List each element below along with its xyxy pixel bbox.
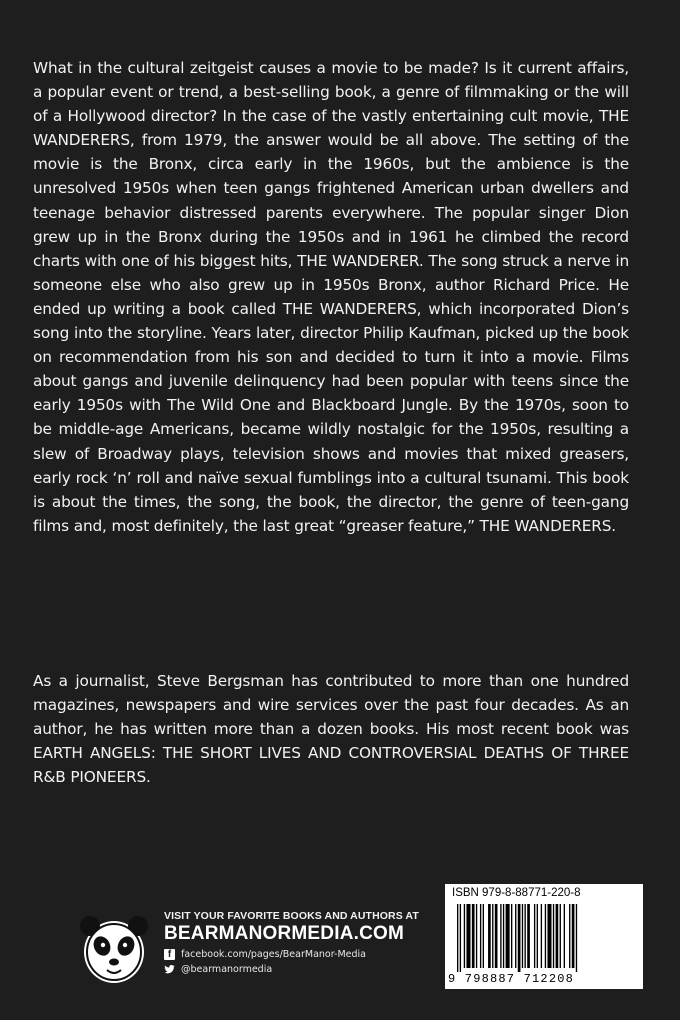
barcode-digits: 9 798887 712208: [448, 972, 575, 986]
barcode-bar: [545, 904, 546, 968]
barcode-bar: [547, 904, 551, 968]
barcode-bar: [569, 904, 570, 968]
twitter-handle[interactable]: @bearmanormedia: [181, 964, 273, 975]
twitter-icon: [164, 964, 175, 975]
barcode-bar: [457, 904, 458, 972]
barcode-bar: [480, 904, 481, 968]
barcode-bar: [534, 904, 535, 968]
barcode-bar: [572, 904, 575, 968]
author-bio: As a journalist, Steve Bergsman has contributed to more than one hundred magazines, newspapers and wire services over the past four decades. As an author, he has written more than a dozen books. His most recent book was EARTH ANGELS: THE SHORT LIVES AND CONTROVERSIAL DEATHS OF THREE R&B PIONEERS.: [33, 672, 629, 787]
isbn-barcode: [445, 884, 643, 989]
barcode-bar: [541, 904, 542, 968]
barcode-bar: [460, 904, 461, 972]
barcode-bar: [476, 904, 477, 968]
barcode-bar: [518, 904, 521, 972]
facebook-icon: f: [164, 949, 175, 960]
barcode-bar: [511, 904, 512, 968]
publisher-tagline: VISIT YOUR FAVORITE BOOKS AND AUTHORS AT: [164, 910, 419, 922]
barcode-bar: [564, 904, 565, 968]
barcode-bar: [553, 904, 554, 968]
barcode-bar: [515, 904, 516, 968]
publisher-block: [78, 904, 418, 994]
barcode-bar: [556, 904, 559, 968]
barcode-bar: [503, 904, 504, 968]
facebook-link[interactable]: facebook.com/pages/BearManor-Media: [181, 949, 366, 960]
barcode-bar: [466, 904, 470, 968]
back-cover-blurb: What in the cultural zeitgeist causes a movie to be made? Is it current affairs, a popular event or trend, a best-selling book, a genre of filmmaking or the will of a Hollywood director? In the case of the vastly entertaining cult movie, THE WANDERERS, from 1979, the answer would be all above. The setting of the movie is the Bronx, circa early in the 1960s, but the ambience is the unresolved 1950s when teen gangs frightened American urban dwellers and teenage behavior distressed parents everywhere. The popular singer Dion grew up in the Bronx during the 1950s and in 1961 he climbed the record charts with one of his biggest hits, THE WANDERER. The song struck a nerve in someone else who also grew up in 1950s Bronx, author Richard Price. He ended up writing a book called THE WANDERERS, which incorporated Dion’s song into the storyline. Years later, director Philip Kaufman, picked up the book on recommendation from his son and decided to turn it into a movie. Films about gangs and juvenile delinquency had been popular with teens since the early 1950s with The Wild One and Blackboard Jungle. By the 1970s, soon to be middle-age Americans, became wildly nostalgic for the 1950s, resulting a slew of Broadway plays, television shows and movies that mixed greasers, early rock ‘n’ roll and naïve sexual fumblings into a cultural tsunami. This book is about the times, the song, the book, the director, the genre of teen-gang films and, most definitely, the last great “greaser feature,” THE WANDERERS.: [33, 59, 629, 535]
publisher-website[interactable]: BEARMANORMEDIA.COM: [164, 923, 405, 944]
barcode-bar: [560, 904, 561, 968]
facebook-row[interactable]: [164, 949, 419, 960]
panda-icon: [78, 908, 150, 988]
barcode-bar: [483, 904, 484, 968]
barcode-bar: [537, 904, 538, 968]
barcode-bar: [522, 904, 523, 968]
barcode-bar: [472, 904, 475, 968]
barcode-bar: [464, 904, 465, 968]
barcode-bar: [527, 904, 530, 968]
twitter-row[interactable]: [164, 964, 419, 975]
barcode-bar: [492, 904, 493, 968]
isbn-label: ISBN 979-8-88771-220-8: [452, 887, 581, 899]
barcode-bar: [500, 904, 501, 968]
barcode-bar: [525, 904, 526, 968]
barcode-bar: [488, 904, 491, 968]
barcode-bars: [457, 904, 633, 972]
barcode-bar: [576, 904, 577, 972]
barcode-bar: [495, 904, 498, 968]
barcode-bar: [506, 904, 510, 968]
